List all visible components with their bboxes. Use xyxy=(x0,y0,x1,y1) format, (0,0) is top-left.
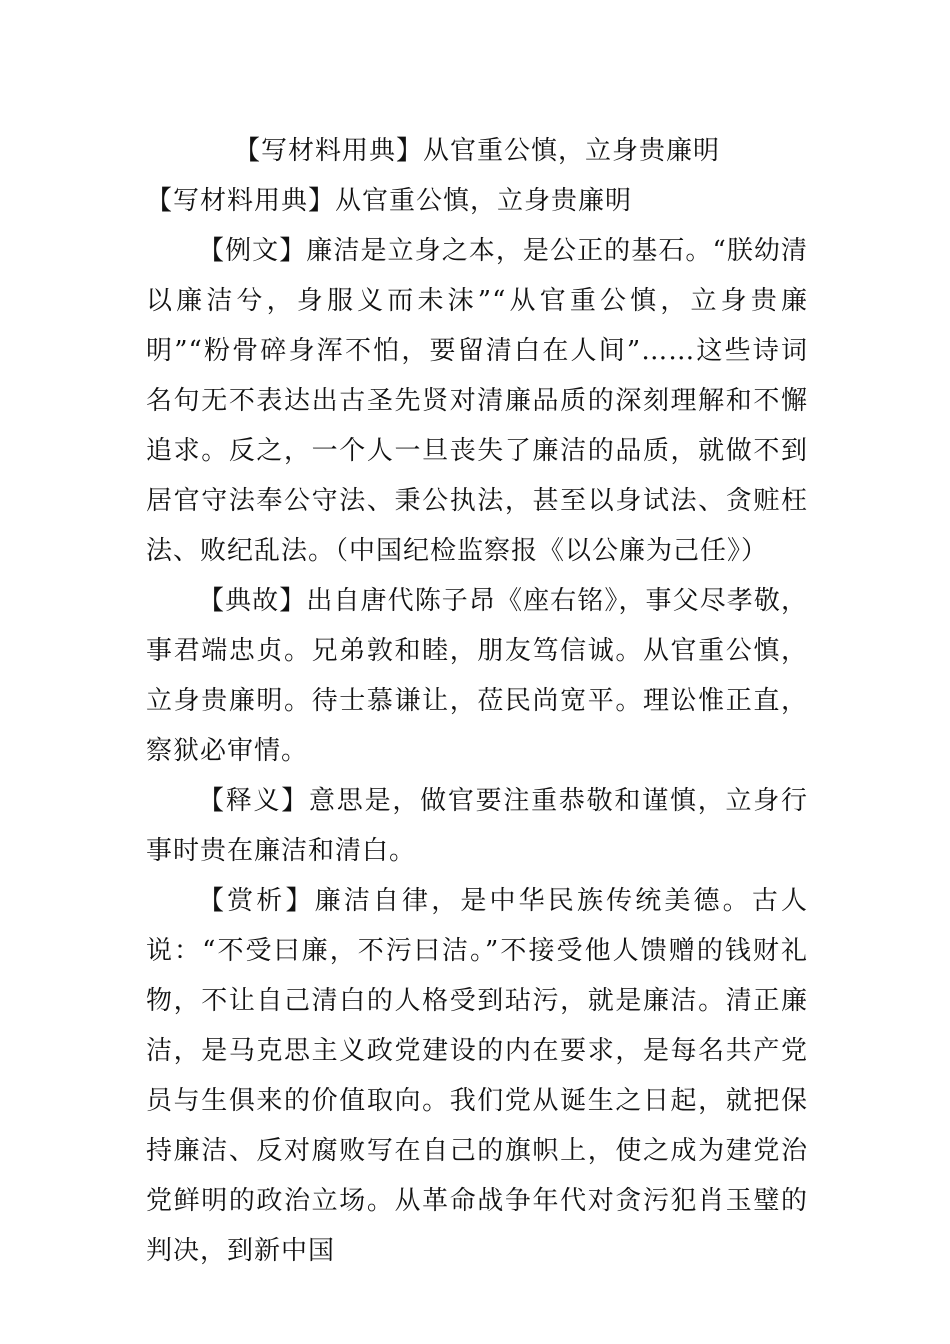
document-title: 【写材料用典】从官重公慎，立身贵廉明 xyxy=(233,136,720,166)
document-body xyxy=(146,126,808,1276)
document-subtitle: 【写材料用典】从官重公慎，立身贵廉明 xyxy=(146,186,633,216)
paragraph-meaning: 【释义】意思是，做官要注重恭敬和谨慎，立身行事时贵在廉洁和清白。 xyxy=(146,786,808,866)
paragraph-allusion: 【典故】出自唐代陈子昂《座右铭》，事父尽孝敬，事君端忠贞。兄弟敦和睦，朋友笃信诚。从官重公慎，立身贵廉明。待士慕谦让，莅民尚宽平。理讼惟正直，察狱必审情。 xyxy=(146,586,808,766)
paragraph-example: 【例文】廉洁是立身之本，是公正的基石。“朕幼清以廉洁兮，身服义而未沫”“从官重公慎，立身贵廉明”“粉骨碎身浑不怕，要留清白在人间”……这些诗词名句无不表达出古圣先贤对清廉品质的深刻理解和不懈追求。反之，一个人一旦丧失了廉洁的品质，就做不到居官守法奉公守法、秉公执法，甚至以身试法、贪赃枉法、败纪乱法。（中国纪检监察报《以公廉为己任》） xyxy=(146,236,808,566)
paragraph-appreciation: 【赏析】廉洁自律，是中华民族传统美德。古人说：“不受曰廉，不污曰洁。”不接受他人馈赠的钱财礼物，不让自己清白的人格受到玷污，就是廉洁。清正廉洁，是马克思主义政党建设的内在要求，是每名共产党员与生俱来的价值取向。我们党从诞生之日起，就把保持廉洁、反对腐败写在自己的旗帜上，使之成为建党治党鲜明的政治立场。从革命战争年代对贪污犯肖玉璧的判决，到新中国 xyxy=(146,886,808,1266)
